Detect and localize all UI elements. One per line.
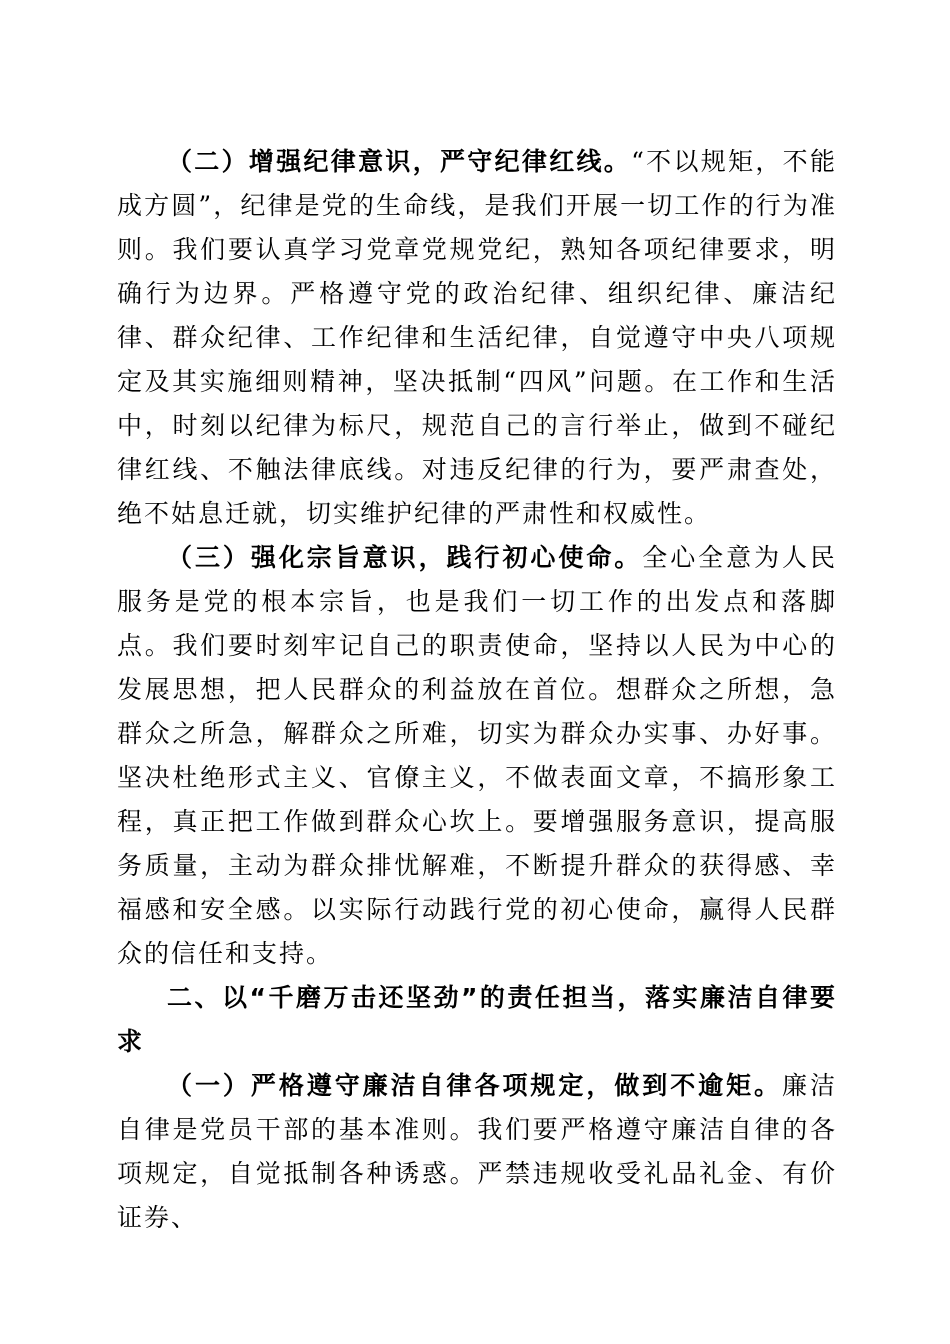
paragraph-integrity-rules [117, 1064, 837, 1240]
paragraph-body: 全心全意为人民服务是党的根本宗旨，也是我们一切工作的出发点和落脚点。我们要时刻牢记自己的职责使命，坚持以人民为中心的发展思想，把人民群众的利益放在首位。想群众之所想，急群众之所急，解群众之所难，切实为群众办实事、办好事。坚决杜绝形式主义、官僚主义，不做表面文章，不搞形象工程，真正把工作做到群众心坎上。要增强服务意识，提高服务质量，主动为群众排忧解难，不断提升群众的获得感、幸福感和安全感。以实际行动践行党的初心使命，赢得人民群众的信任和支持。 [117, 543, 837, 968]
document-page [117, 140, 837, 1240]
paragraph-lead: （二）增强纪律意识，严守纪律红线。 [167, 147, 632, 176]
section-heading: 二、以“千磨万击还坚劲”的责任担当，落实廉洁自律要求 [117, 983, 837, 1056]
paragraph-purpose [117, 536, 837, 976]
paragraph-body: 廉洁自律是党员干部的基本准则。我们要严格遵守廉洁自律的各项规定，自觉抵制各种诱惑。严禁违规收受礼品礼金、有价证券、 [117, 1071, 837, 1232]
paragraph-body: “不以规矩，不能成方圆”，纪律是党的生命线，是我们开展一切工作的行为准则。我们要认真学习党章党规党纪，熟知各项纪律要求，明确行为边界。严格遵守党的政治纪律、组织纪律、廉洁纪律、群众纪律、工作纪律和生活纪律，自觉遵守中央八项规定及其实施细则精神，坚决抵制“四风”问题。在工作和生活中，时刻以纪律为标尺，规范自己的言行举止，做到不碰纪律红线、不触法律底线。对违反纪律的行为，要严肃查处，绝不姑息迁就，切实维护纪律的严肃性和权威性。 [117, 147, 837, 528]
paragraph-discipline [117, 140, 837, 536]
paragraph-lead: （三）强化宗旨意识，践行初心使命。 [167, 543, 643, 572]
paragraph-lead: （一）严格遵守廉洁自律各项规定，做到不逾矩。 [167, 1071, 783, 1100]
